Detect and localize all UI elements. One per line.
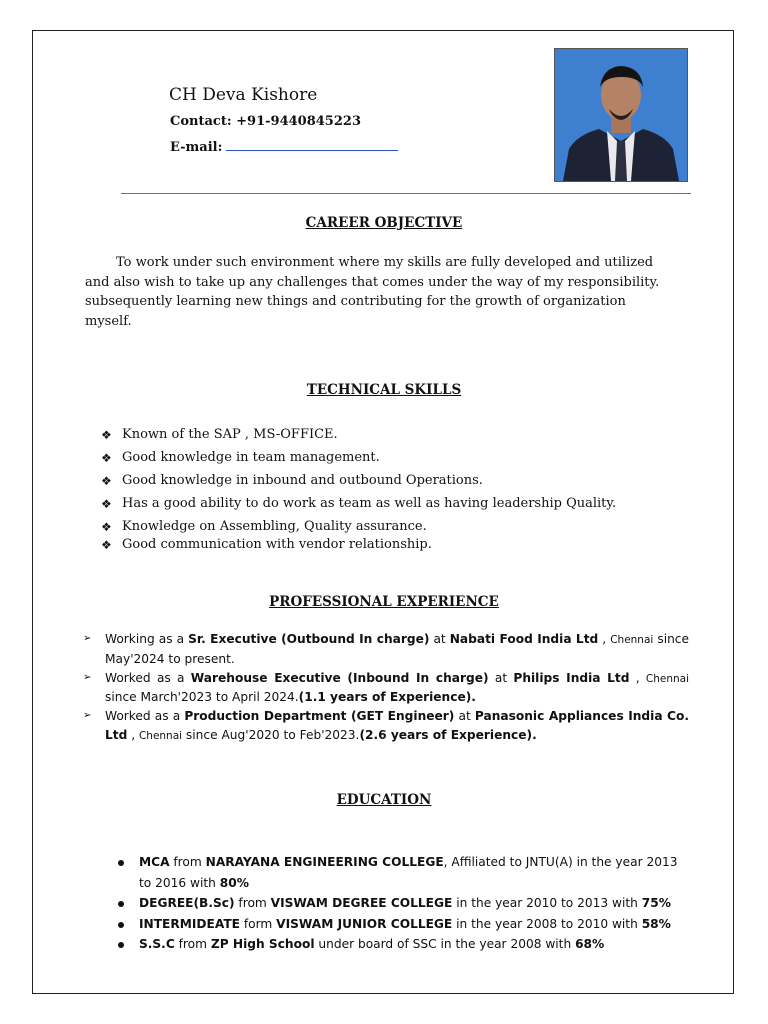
career-objective-text [85, 253, 665, 331]
diamond-bullet-icon: ❖ [101, 538, 112, 552]
education-heading: EDUCATION [336, 792, 432, 808]
arrowhead-bullet-icon: ➢ [83, 633, 92, 644]
company-name: Panasonic Appliances India Co. Ltd [105, 709, 689, 742]
technical-skills-heading: TECHNICAL SKILLS [306, 382, 462, 398]
candidate-name: CH Deva Kishore [169, 85, 318, 105]
diamond-bullet-icon: ❖ [101, 428, 112, 442]
company-name: Nabati Food India Ltd [449, 632, 599, 646]
list-item: ➢ Working as a Sr. Executive (Outbound In charge) at Nabati Food India Ltd , Chennai since May'2024 to present. [83, 632, 689, 666]
list-item: ❖ Known of the SAP , MS-OFFICE. [101, 425, 661, 448]
experience-list [83, 630, 689, 746]
arrowhead-bullet-icon: ➢ [83, 671, 92, 683]
contact-line [170, 114, 361, 129]
disc-bullet-icon [118, 942, 124, 948]
list-item: ❖ Good knowledge in team management. [101, 448, 661, 471]
email-label: E-mail: [170, 140, 223, 155]
list-item: ❖ Good knowledge in inbound and outbound Operations. [101, 471, 661, 494]
profile-photo [554, 48, 688, 182]
disc-bullet-icon [118, 860, 124, 866]
email-link[interactable] [226, 138, 398, 151]
objective-paragraph: To work under such environment where my skills are fully developed and utilized and also wish to take up any challenges that comes under the way of my responsibility. subsequently learning new things and contributing for the growth of organization myself. [85, 255, 660, 329]
portrait-image [555, 49, 687, 181]
job-role: Sr. Executive (Outbound In charge) [188, 632, 430, 646]
list-item: ➢ Worked as a Production Department (GET Engineer) at Panasonic Appliances India Co. Ltd , Chennai since Aug'2020 to Feb'2023.(2.6 years of Experience). [83, 709, 689, 742]
list-item: MCA from NARAYANA ENGINEERING COLLEGE, Affiliated to JNTU(A) in the year 2013 to 2016 with 80% [118, 852, 678, 893]
arrowhead-bullet-icon: ➢ [83, 710, 92, 721]
job-role: Production Department (GET Engineer) [184, 709, 455, 723]
diamond-bullet-icon: ❖ [101, 497, 112, 511]
job-role: Warehouse Executive (Inbound In charge) [190, 670, 489, 685]
list-item: INTERMIDEATE form VISWAM JUNIOR COLLEGE in the year 2008 to 2010 with 58% [118, 914, 678, 935]
list-item: DEGREE(B.Sc) from VISWAM DEGREE COLLEGE in the year 2010 to 2013 with 75% [118, 893, 678, 914]
diamond-bullet-icon: ❖ [101, 474, 112, 488]
skills-list [101, 425, 661, 558]
company-name: Philips India Ltd [513, 670, 630, 685]
list-item: ❖ Knowledge on Assembling, Quality assurance. [101, 517, 661, 535]
contact-value: +91-9440845223 [236, 114, 361, 129]
contact-label: Contact: [170, 114, 232, 129]
job-city: Chennai [645, 672, 690, 685]
list-item: ➢ Worked as a Warehouse Executive (Inbound In charge) at Philips India Ltd , Chennai since March'2023 to April 2024.(1.1 years of Experience). [83, 670, 690, 704]
career-objective-heading: CAREER OBJECTIVE [305, 215, 463, 231]
professional-experience-heading: PROFESSIONAL EXPERIENCE [269, 594, 499, 610]
disc-bullet-icon [118, 901, 124, 907]
job-city: Chennai [610, 634, 654, 646]
list-item: ❖ Has a good ability to do work as team as well as having leadership Quality. [101, 494, 661, 517]
education-list [118, 852, 678, 955]
disc-bullet-icon [118, 922, 124, 928]
diamond-bullet-icon: ❖ [101, 520, 112, 534]
diamond-bullet-icon: ❖ [101, 451, 112, 465]
email-line [170, 138, 398, 155]
header-divider [121, 193, 691, 194]
job-city: Chennai [138, 729, 183, 742]
list-item: S.S.C from ZP High School under board of SSC in the year 2008 with 68% [118, 934, 678, 955]
list-item: ❖ Good communication with vendor relationship. [101, 535, 661, 558]
